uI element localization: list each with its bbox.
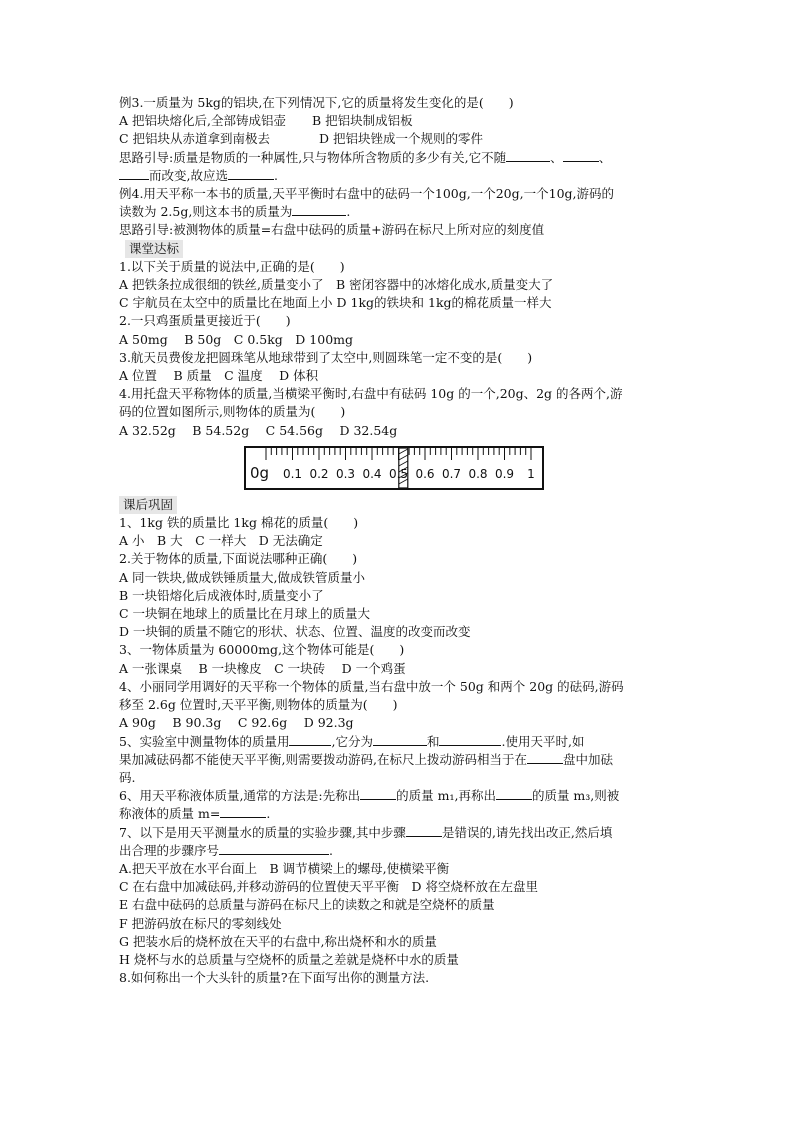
after-q5-text: ,它分为 <box>331 733 373 749</box>
blank-3[interactable] <box>119 167 149 180</box>
class-q4-line2: 码的位置如图所示,则物体的质量为( ) <box>119 404 346 420</box>
class-section-title: 课堂达标 <box>125 240 183 258</box>
class-q1-options-cd: C 宇航员在太空中的质量比在地面上小 D 1kg的铁块和 1kg的棉花质量一样大 <box>119 295 552 311</box>
blank-10[interactable] <box>360 787 396 800</box>
blank-4[interactable] <box>228 167 274 180</box>
after-q5-text: 5、实验室中测量物体的质量用 <box>119 733 290 749</box>
blank-6[interactable] <box>289 733 331 746</box>
after-q5-text: 果加减砝码都不能使天平平衡,则需要拨动游码,在标尺上拨动游码相当于在 <box>119 751 527 767</box>
after-q1: 1、1kg 铁的质量比 1kg 棉花的质量( ) <box>119 515 359 531</box>
ruler-tick-label: 0.6 <box>415 466 435 481</box>
class-q3: 3.航天员费俊龙把圆珠笔从地球带到了太空中,则圆珠笔一定不变的是( ) <box>119 349 533 365</box>
balance-rider-scale <box>244 446 544 490</box>
after-q7-text: 是错误的,请先找出改正,然后填 <box>441 824 613 840</box>
example3-hint-line1 <box>119 149 679 167</box>
ruler-tick-label: 1 <box>527 466 535 481</box>
after-q3: 3、一物体质量为 60000mg,这个物体可能是( ) <box>119 642 405 658</box>
example3-options-cd <box>119 130 679 148</box>
class-q2-options: A 50mg B 50g C 0.5kg D 100mg <box>119 331 354 347</box>
after-q5-line1 <box>119 733 679 751</box>
blank-9[interactable] <box>527 751 563 764</box>
class-q2: 2.一只鸡蛋质量更接近于( ) <box>119 313 291 329</box>
after-q7-line1 <box>119 824 679 842</box>
ruler-tick-label: 0.8 <box>468 466 488 481</box>
example4-question-text: 读数为 2.5g,则这本书的质量为 <box>119 204 293 220</box>
after-q2: 2.关于物体的质量,下面说法哪种正确( ) <box>119 551 358 567</box>
after-q6-line2 <box>119 805 679 823</box>
ruler-label-0g: 0g <box>250 463 270 482</box>
blank-12[interactable] <box>220 805 266 818</box>
after-q5-line3: 码. <box>119 769 136 785</box>
after-q1-options: A 小 B 大 C 一样大 D 无法确定 <box>119 533 323 549</box>
after-q5-line2 <box>119 751 679 769</box>
after-q7-step-h: H 烧杯与水的总质量与空烧杯的质量之差就是烧杯中水的质量 <box>119 951 459 967</box>
after-q2-option-d: D 一块铜的质量不随它的形状、状态、位置、温度的改变而改变 <box>119 624 471 640</box>
class-q1: 1.以下关于质量的说法中,正确的是( ) <box>119 258 345 274</box>
after-section-header <box>119 496 679 514</box>
after-q6-text: 的质量 m₃,则被 <box>531 788 620 804</box>
example4-question-line2 <box>119 203 679 221</box>
class-q3-options: A 位置 B 质量 C 温度 D 体积 <box>119 368 319 384</box>
after-q2-option-b: B 一块铅熔化后成液体时,质量变小了 <box>119 587 324 603</box>
after-q6-text: 称液体的质量 m= <box>119 806 221 822</box>
worksheet <box>119 94 679 987</box>
ruler-tick-label: 0.5 <box>388 466 409 481</box>
after-q7-line2 <box>119 842 679 860</box>
after-q7-step-g: G 把装水后的烧杯放在天平的右盘中,称出烧杯和水的质量 <box>119 933 437 949</box>
blank-2[interactable] <box>563 149 599 162</box>
example3-hint-line2 <box>119 167 679 185</box>
example3-hint-text: 思路引导:质量是物质的一种属性,只与物体所含物质的多少有关,它不随 <box>119 149 507 165</box>
blank-5[interactable] <box>292 203 346 216</box>
ruler-tick-label: 0.4 <box>362 466 382 481</box>
after-q7-step-f: F 把游码放在标尺的零刻线处 <box>119 915 282 931</box>
after-q4-line2: 移至 2.6g 位置时,天平平衡,则物体的质量为( ) <box>119 697 398 713</box>
after-q2-option-c: C 一块铜在地球上的质量比在月球上的质量大 <box>119 606 371 622</box>
example3-question: 例3.一质量为 5kg的铝块,在下列情况下,它的质量将发生变化的是( ) <box>119 95 514 110</box>
after-section-title: 课后巩固 <box>119 496 177 514</box>
example4-hint: 思路引导:被测物体的质量=右盘中砝码的质量+游码在标尺上所对应的刻度值 <box>119 222 545 238</box>
after-q5-text: 盘中加砝 <box>562 751 613 767</box>
example4-question-line1: 例4.用天平称一本书的质量,天平平衡时右盘中的砝码一个100g,一个20g,一个10g,游码的 <box>119 186 614 202</box>
ruler-figure <box>246 448 542 488</box>
period: . <box>346 204 351 220</box>
example3-option-b: B 把铝块制成铝板 <box>311 113 413 129</box>
after-q7-text: 出合理的步骤序号 <box>119 842 220 858</box>
example3-option-d: D 把铝块锉成一个规则的零件 <box>319 131 484 147</box>
after-q5-text: 和 <box>426 733 440 749</box>
ruler-tick-label: 0.7 <box>441 466 462 481</box>
class-section-header <box>119 240 679 258</box>
after-q4-line1: 4、小丽同学用调好的天平称一个物体的质量,当右盘中放一个 50g 和两个 20g 的砝码,游码 <box>119 678 624 694</box>
after-q6-text: 6、用天平称液体质量,通常的方法是:先称出 <box>119 788 361 804</box>
after-q7-step-e: E 右盘中砝码的总质量与游码在标尺上的读数之和就是空烧杯的质量 <box>119 897 495 913</box>
after-q6-text: 的质量 m₁,再称出 <box>396 788 496 804</box>
ruler-tick-label: 0.3 <box>335 466 356 481</box>
after-q3-options: A 一张课桌 B 一块橡皮 C 一块砖 D 一个鸡蛋 <box>119 660 406 676</box>
example3-hint-text: 而改变,故应选 <box>149 167 228 183</box>
blank-13[interactable] <box>406 824 442 837</box>
blank-11[interactable] <box>496 787 532 800</box>
after-q4-options: A 90g B 90.3g C 92.6g D 92.3g <box>119 715 354 731</box>
after-q7-step-ab: A.把天平放在水平台面上 B 调节横梁上的螺母,使横梁平衡 <box>119 860 450 876</box>
blank-14[interactable] <box>219 842 329 855</box>
period: . <box>273 167 278 183</box>
after-q8: 8.如何称出一个大头针的质量?在下面写出你的测量方法. <box>119 970 430 986</box>
after-q6-line1 <box>119 787 679 805</box>
blank-7[interactable] <box>373 733 427 746</box>
after-q7-step-cd: C 在右盘中加减砝码,并移动游码的位置使天平平衡 D 将空烧杯放在左盘里 <box>119 879 539 895</box>
separator: 、 <box>550 149 563 165</box>
separator: 、 <box>598 149 612 165</box>
example3-option-a: A 把铝块熔化后,全部铸成铝壶 <box>119 113 286 129</box>
blank-8[interactable] <box>439 733 501 746</box>
after-q5-text: .使用天平时,如 <box>501 733 585 749</box>
ruler-tick-label: 0.2 <box>309 466 329 481</box>
period: . <box>266 806 271 822</box>
ruler-tick-label: 0.9 <box>494 466 515 481</box>
class-q1-options-ab: A 把铁条拉成很细的铁丝,质量变小了 B 密闭容器中的冰熔化成水,质量变大了 <box>119 277 554 293</box>
after-q2-option-a: A 同一铁块,做成铁锤质量大,做成铁管质量小 <box>119 569 365 585</box>
class-q4-options: A 32.52g B 54.52g C 54.56g D 32.54g <box>119 422 398 438</box>
period: . <box>329 842 333 858</box>
example3-options-ab <box>119 112 679 130</box>
after-q7-text: 7、以下是用天平测量水的质量的实验步骤,其中步骤 <box>119 824 406 840</box>
blank-1[interactable] <box>506 149 550 162</box>
class-q4-line1: 4.用托盘天平称物体的质量,当横梁平衡时,右盘中有砝码 10g 的一个,20g、2g 的各两个,游 <box>119 386 623 402</box>
ruler-tick-label: 0.1 <box>282 466 303 481</box>
example3-option-c: C 把铝块从赤道拿到南极去 <box>119 131 271 147</box>
